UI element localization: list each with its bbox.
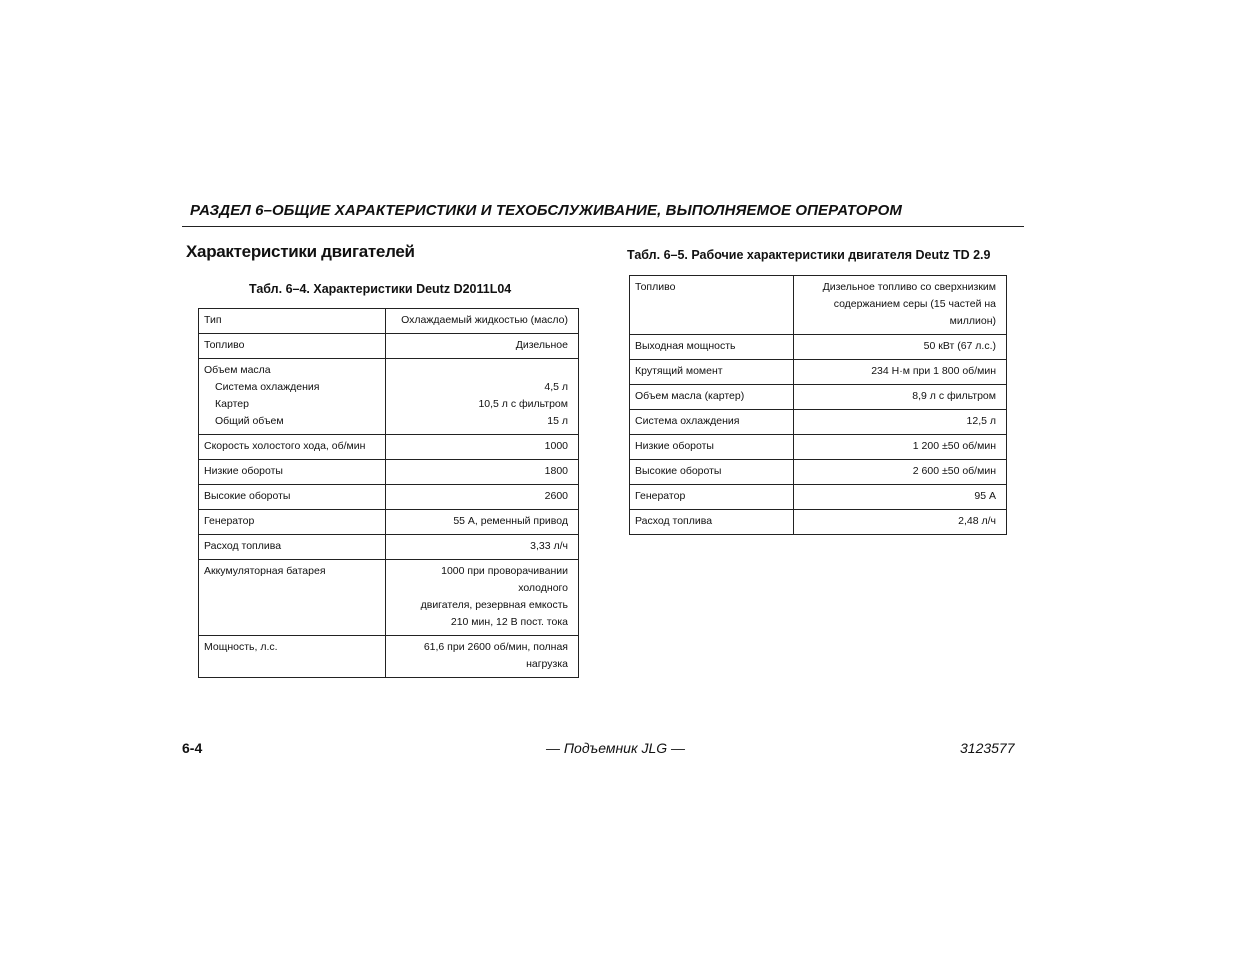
row-value: 2600: [386, 485, 579, 510]
oil-volume-label: Объем масла: [204, 364, 271, 376]
row-label: Топливо: [630, 276, 794, 335]
row-value: 1800: [386, 460, 579, 485]
table-row: [199, 636, 579, 678]
table-row: [630, 360, 1007, 385]
table-6-4-title: Табл. 6–4. Характеристики Deutz D2011L04: [249, 282, 512, 296]
table-row: [199, 359, 579, 435]
row-value: 2,48 л/ч: [794, 510, 1007, 535]
row-label: Тип: [199, 309, 386, 334]
row-value: [386, 560, 579, 636]
table-row: [630, 335, 1007, 360]
table-row: [199, 435, 579, 460]
row-value: 1000: [386, 435, 579, 460]
table-row: [199, 460, 579, 485]
row-label: Низкие обороты: [630, 435, 794, 460]
row-label: Мощность, л.с.: [199, 636, 386, 678]
row-value: [794, 276, 1007, 335]
table-row: [199, 535, 579, 560]
oil-cooling-value: 4,5 л: [544, 381, 568, 393]
table-row: [630, 385, 1007, 410]
battery-line-1: 1000 при проворачивании холодного: [441, 565, 568, 594]
row-value: 55 А, ременный привод: [386, 510, 579, 535]
oil-crankcase-label: Картер: [215, 398, 249, 410]
table-6-5: [629, 275, 1007, 535]
row-label: Система охлаждения: [630, 410, 794, 435]
row-label: Низкие обороты: [199, 460, 386, 485]
table-row: [630, 485, 1007, 510]
row-value: Охлаждаемый жидкостью (масло): [386, 309, 579, 334]
row-value: [386, 359, 579, 435]
table-row: [199, 309, 579, 334]
footer-title: — Подъемник JLG —: [546, 740, 686, 756]
fuel-line-1: Дизельное топливо со сверхнизким: [822, 281, 996, 293]
table-6-5-title: Табл. 6–5. Рабочие характеристики двигателя Deutz TD 2.9: [627, 248, 991, 262]
row-label: Выходная мощность: [630, 335, 794, 360]
row-label: Объем масла (картер): [630, 385, 794, 410]
header-divider: [182, 226, 1024, 227]
oil-crankcase-value: 10,5 л с фильтром: [478, 398, 568, 410]
row-value: 95 А: [794, 485, 1007, 510]
row-value: Дизельное: [386, 334, 579, 359]
table-row: [199, 560, 579, 636]
row-label: Расход топлива: [630, 510, 794, 535]
row-label: Крутящий момент: [630, 360, 794, 385]
row-label: Высокие обороты: [199, 485, 386, 510]
row-value: 12,5 л: [794, 410, 1007, 435]
oil-total-label: Общий объем: [215, 415, 284, 427]
row-label: Расход топлива: [199, 535, 386, 560]
row-value: 3,33 л/ч: [386, 535, 579, 560]
table-row: [630, 510, 1007, 535]
table-row: [199, 485, 579, 510]
battery-line-2: двигателя, резервная емкость: [420, 599, 568, 611]
row-label: [199, 359, 386, 435]
row-label: Высокие обороты: [630, 460, 794, 485]
row-label: Топливо: [199, 334, 386, 359]
oil-total-value: 15 л: [547, 415, 568, 427]
row-label: Генератор: [199, 510, 386, 535]
table-row: [199, 510, 579, 535]
row-value: 50 кВт (67 л.с.): [794, 335, 1007, 360]
row-label: Генератор: [630, 485, 794, 510]
document-number: 3123577: [960, 740, 1015, 756]
row-value: 2 600 ±50 об/мин: [794, 460, 1007, 485]
row-label: Скорость холостого хода, об/мин: [199, 435, 386, 460]
row-value: 8,9 л с фильтром: [794, 385, 1007, 410]
page-heading: Характеристики двигателей: [186, 242, 415, 261]
table-6-4: [198, 308, 579, 678]
row-value: 1 200 ±50 об/мин: [794, 435, 1007, 460]
row-value: 61,6 при 2600 об/мин, полная нагрузка: [386, 636, 579, 678]
table-row: [199, 334, 579, 359]
row-value: 234 Н·м при 1 800 об/мин: [794, 360, 1007, 385]
fuel-line-2: содержанием серы (15 частей на миллион): [833, 298, 996, 327]
table-row: [630, 410, 1007, 435]
battery-line-3: 210 мин, 12 В пост. тока: [450, 616, 568, 628]
row-label: Аккумуляторная батарея: [199, 560, 386, 636]
section-title: РАЗДЕЛ 6–ОБЩИЕ ХАРАКТЕРИСТИКИ И ТЕХОБСЛУЖИВАНИЕ, ВЫПОЛНЯЕМОЕ ОПЕРАТОРОМ: [190, 202, 903, 219]
table-row: [630, 460, 1007, 485]
table-row: [630, 276, 1007, 335]
page-number: 6-4: [182, 740, 203, 756]
table-row: [630, 435, 1007, 460]
oil-cooling-label: Система охлаждения: [215, 381, 320, 393]
